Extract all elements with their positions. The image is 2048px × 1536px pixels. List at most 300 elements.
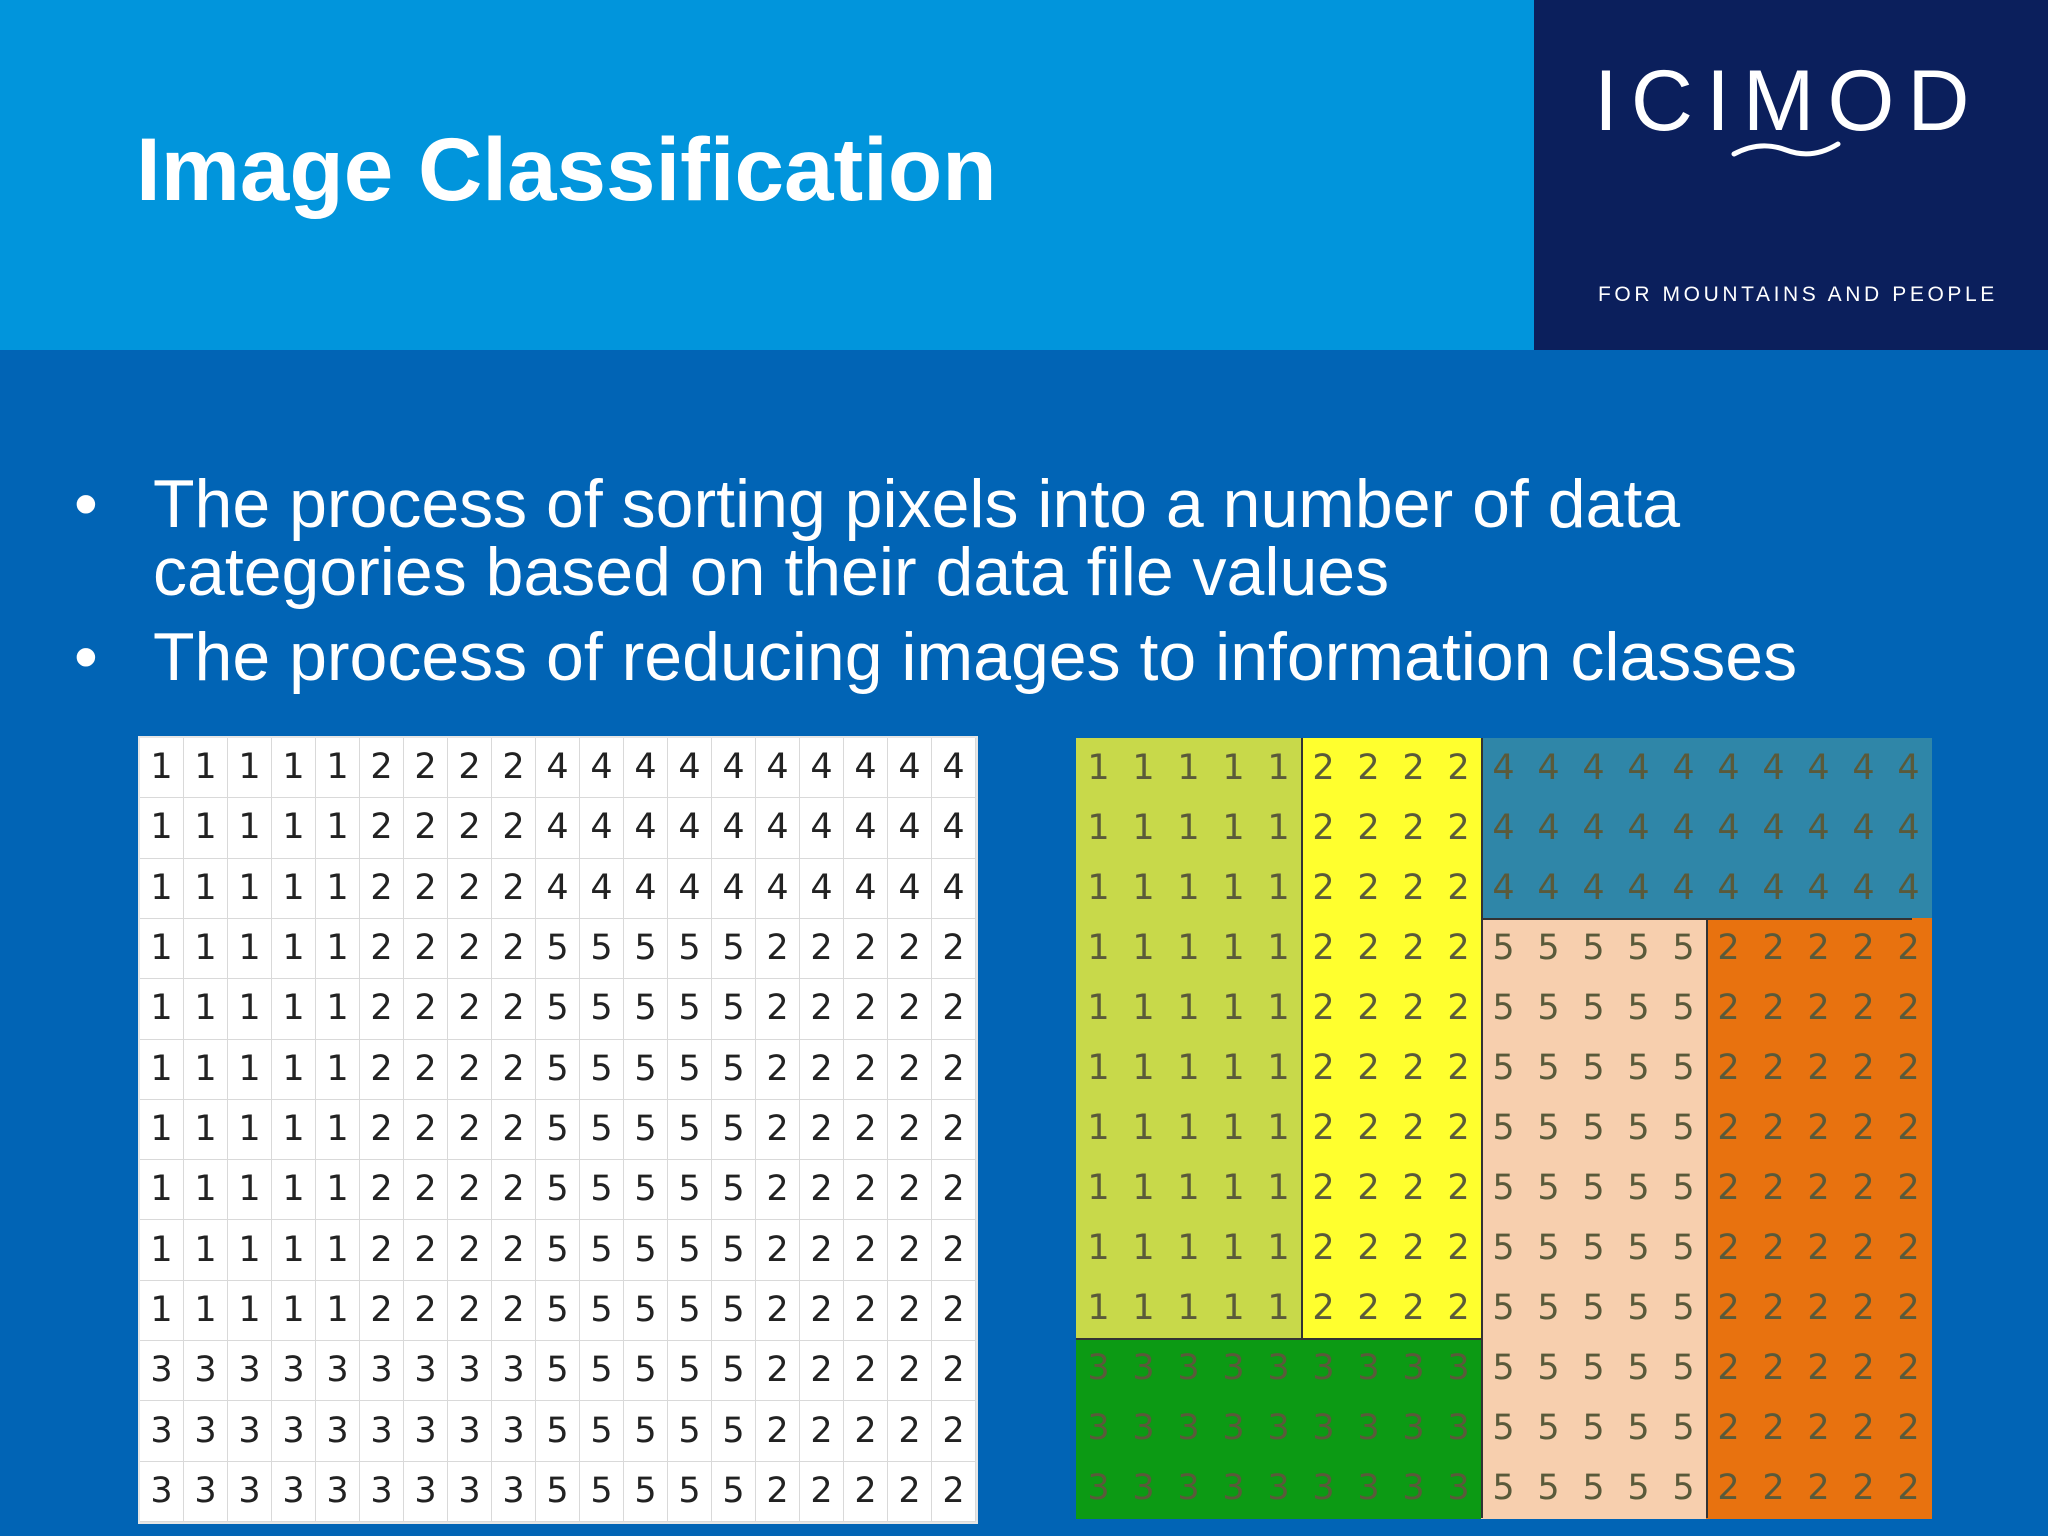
pixel-cell: 2 <box>1357 1107 1380 1148</box>
pixel-cell: 2 <box>844 919 888 979</box>
class-boundary <box>1481 738 1483 1518</box>
pixel-cell: 2 <box>1762 1047 1785 1088</box>
pixel-cell: 2 <box>800 1281 844 1341</box>
pixel-cell: 2 <box>404 1040 448 1100</box>
pixel-cell: 5 <box>1582 987 1605 1028</box>
pixel-cell: 5 <box>580 1160 624 1220</box>
pixel-cell: 2 <box>1897 1167 1920 1208</box>
pixel-cell: 2 <box>1762 927 1785 968</box>
pixel-cell: 2 <box>492 798 536 858</box>
pixel-cell: 3 <box>1402 1347 1425 1388</box>
pixel-cell: 2 <box>932 1040 976 1100</box>
bullet-marker: • <box>74 466 98 542</box>
pixel-cell: 5 <box>712 1341 756 1401</box>
pixel-cell: 5 <box>1672 1047 1695 1088</box>
pixel-cell: 3 <box>1177 1467 1200 1508</box>
pixel-cell: 2 <box>1897 1107 1920 1148</box>
pixel-cell: 4 <box>1717 867 1740 908</box>
pixel-cell: 2 <box>1852 927 1875 968</box>
pixel-cell: 2 <box>404 919 448 979</box>
pixel-cell: 2 <box>492 1220 536 1280</box>
pixel-cell: 4 <box>580 738 624 798</box>
pixel-cell: 1 <box>1222 807 1245 848</box>
pixel-cell: 1 <box>1132 807 1155 848</box>
pixel-cell: 5 <box>1627 1347 1650 1388</box>
pixel-cell: 3 <box>272 1462 316 1522</box>
pixel-cell: 1 <box>1222 1107 1245 1148</box>
pixel-cell: 1 <box>184 738 228 798</box>
pixel-cell: 5 <box>1672 1287 1695 1328</box>
pixel-cell: 3 <box>1357 1347 1380 1388</box>
pixel-cell: 3 <box>272 1401 316 1461</box>
pixel-cell: 3 <box>492 1341 536 1401</box>
pixel-cell: 3 <box>1312 1407 1335 1448</box>
pixel-cell: 1 <box>1087 1227 1110 1268</box>
pixel-cell: 5 <box>624 1160 668 1220</box>
wave-icon <box>1730 134 1842 164</box>
pixel-cell: 2 <box>844 1341 888 1401</box>
pixel-cell: 2 <box>1897 927 1920 968</box>
pixel-cell: 2 <box>932 1462 976 1522</box>
pixel-cell: 4 <box>888 738 932 798</box>
pixel-cell: 4 <box>1897 867 1920 908</box>
pixel-cell: 2 <box>1807 1407 1830 1448</box>
pixel-cell: 5 <box>536 1401 580 1461</box>
pixel-cell: 2 <box>888 1160 932 1220</box>
pixel-cell: 2 <box>756 979 800 1039</box>
pixel-cell: 5 <box>536 1100 580 1160</box>
pixel-cell: 5 <box>580 1040 624 1100</box>
pixel-cell: 3 <box>448 1401 492 1461</box>
pixel-cell: 2 <box>404 979 448 1039</box>
pixel-cell: 4 <box>800 738 844 798</box>
pixel-cell: 2 <box>404 738 448 798</box>
pixel-cell: 5 <box>536 919 580 979</box>
pixel-cell: 2 <box>1897 1227 1920 1268</box>
pixel-cell: 5 <box>624 979 668 1039</box>
pixel-cell: 1 <box>1177 1167 1200 1208</box>
pixel-cell: 5 <box>580 1281 624 1341</box>
pixel-cell: 1 <box>316 859 360 919</box>
pixel-cell: 1 <box>184 919 228 979</box>
pixel-cell: 1 <box>184 1160 228 1220</box>
pixel-cell: 1 <box>316 979 360 1039</box>
pixel-cell: 3 <box>316 1401 360 1461</box>
pixel-cell: 4 <box>844 798 888 858</box>
pixel-cell: 2 <box>1807 1107 1830 1148</box>
pixel-cell: 4 <box>888 798 932 858</box>
pixel-cell: 3 <box>404 1462 448 1522</box>
pixel-cell: 2 <box>1807 1287 1830 1328</box>
pixel-cell: 2 <box>932 1281 976 1341</box>
pixel-cell: 2 <box>1852 1467 1875 1508</box>
pixel-cell: 3 <box>404 1341 448 1401</box>
pixel-cell: 5 <box>668 1341 712 1401</box>
pixel-cell: 3 <box>1402 1407 1425 1448</box>
pixel-cell: 1 <box>140 1100 184 1160</box>
pixel-cell: 5 <box>1627 1047 1650 1088</box>
pixel-cell: 2 <box>756 1281 800 1341</box>
slide-title: Image Classification <box>136 119 997 219</box>
pixel-cell: 1 <box>316 1100 360 1160</box>
pixel-cell: 4 <box>1627 867 1650 908</box>
pixel-cell: 5 <box>1582 1347 1605 1388</box>
pixel-cell: 1 <box>228 979 272 1039</box>
logo-tagline: FOR MOUNTAINS AND PEOPLE <box>1598 283 1998 306</box>
pixel-cell: 1 <box>228 738 272 798</box>
pixel-cell: 2 <box>756 1401 800 1461</box>
pixel-cell: 1 <box>1177 1227 1200 1268</box>
pixel-cell: 5 <box>668 919 712 979</box>
pixel-cell: 5 <box>668 979 712 1039</box>
pixel-cell: 2 <box>1357 1167 1380 1208</box>
class-boundary <box>1706 918 1708 1518</box>
pixel-cell: 2 <box>1312 747 1335 788</box>
pixel-cell: 2 <box>448 1220 492 1280</box>
pixel-cell: 1 <box>1087 1107 1110 1148</box>
pixel-cell: 5 <box>536 1220 580 1280</box>
pixel-cell: 5 <box>1672 1347 1695 1388</box>
pixel-cell: 2 <box>1852 987 1875 1028</box>
pixel-cell: 4 <box>580 859 624 919</box>
pixel-cell: 2 <box>360 1160 404 1220</box>
pixel-cell: 5 <box>668 1100 712 1160</box>
pixel-cell: 2 <box>888 1220 932 1280</box>
pixel-cell: 2 <box>360 1220 404 1280</box>
pixel-cell: 4 <box>536 859 580 919</box>
pixel-cell: 4 <box>1582 807 1605 848</box>
pixel-cell: 3 <box>1357 1467 1380 1508</box>
pixel-cell: 1 <box>1177 1107 1200 1148</box>
pixel-cell: 4 <box>844 859 888 919</box>
classified-pixel-grid <box>1076 738 1920 1518</box>
pixel-cell: 4 <box>1582 747 1605 788</box>
pixel-cell: 1 <box>1222 927 1245 968</box>
pixel-cell: 4 <box>1762 867 1785 908</box>
pixel-cell: 2 <box>1717 1227 1740 1268</box>
pixel-cell: 2 <box>1402 927 1425 968</box>
pixel-cell: 3 <box>316 1341 360 1401</box>
pixel-cell: 3 <box>1087 1467 1110 1508</box>
pixel-cell: 5 <box>580 1462 624 1522</box>
pixel-cell: 2 <box>1852 1287 1875 1328</box>
pixel-cell: 1 <box>1132 1227 1155 1268</box>
pixel-cell: 4 <box>1807 807 1830 848</box>
pixel-cell: 2 <box>888 1281 932 1341</box>
pixel-cell: 3 <box>492 1401 536 1461</box>
pixel-cell: 2 <box>1447 1047 1470 1088</box>
pixel-cell: 2 <box>932 1100 976 1160</box>
pixel-cell: 4 <box>1492 807 1515 848</box>
pixel-cell: 5 <box>712 919 756 979</box>
pixel-cell: 2 <box>1717 1287 1740 1328</box>
pixel-cell: 2 <box>1852 1347 1875 1388</box>
pixel-cell: 3 <box>184 1401 228 1461</box>
pixel-cell: 5 <box>1537 1047 1560 1088</box>
pixel-cell: 2 <box>1447 867 1470 908</box>
pixel-cell: 1 <box>1087 1047 1110 1088</box>
pixel-cell: 2 <box>844 1401 888 1461</box>
pixel-cell: 1 <box>1132 867 1155 908</box>
pixel-cell: 1 <box>316 1220 360 1280</box>
pixel-cell: 4 <box>668 738 712 798</box>
pixel-cell: 1 <box>1087 1287 1110 1328</box>
pixel-cell: 3 <box>1132 1467 1155 1508</box>
pixel-cell: 5 <box>1672 1227 1695 1268</box>
pixel-cell: 5 <box>580 1100 624 1160</box>
pixel-cell: 5 <box>712 1220 756 1280</box>
pixel-cell: 5 <box>1672 1407 1695 1448</box>
pixel-cell: 1 <box>140 1160 184 1220</box>
pixel-cell: 2 <box>756 1462 800 1522</box>
pixel-cell: 3 <box>1087 1347 1110 1388</box>
pixel-cell: 5 <box>668 1220 712 1280</box>
pixel-cell: 3 <box>184 1341 228 1401</box>
pixel-cell: 4 <box>624 738 668 798</box>
pixel-cell: 2 <box>1402 1287 1425 1328</box>
pixel-cell: 2 <box>1762 1407 1785 1448</box>
pixel-cell: 2 <box>404 1281 448 1341</box>
pixel-cell: 4 <box>1537 807 1560 848</box>
pixel-cell: 5 <box>536 979 580 1039</box>
pixel-cell: 4 <box>536 738 580 798</box>
pixel-cell: 1 <box>184 1281 228 1341</box>
pixel-cell: 5 <box>624 1281 668 1341</box>
pixel-cell: 5 <box>712 1160 756 1220</box>
pixel-cell: 2 <box>1852 1107 1875 1148</box>
pixel-cell: 2 <box>1447 927 1470 968</box>
pixel-cell: 1 <box>228 1281 272 1341</box>
pixel-cell: 4 <box>756 798 800 858</box>
pixel-cell: 2 <box>1312 987 1335 1028</box>
pixel-cell: 5 <box>1492 987 1515 1028</box>
pixel-cell: 2 <box>1402 987 1425 1028</box>
pixel-cell: 1 <box>1177 807 1200 848</box>
pixel-cell: 5 <box>1537 1347 1560 1388</box>
pixel-cell: 2 <box>1447 1287 1470 1328</box>
pixel-cell: 5 <box>1627 927 1650 968</box>
pixel-cell: 5 <box>580 979 624 1039</box>
pixel-cell: 5 <box>1537 1227 1560 1268</box>
pixel-cell: 2 <box>1717 927 1740 968</box>
pixel-cell: 5 <box>1492 1407 1515 1448</box>
pixel-cell: 2 <box>800 1341 844 1401</box>
pixel-cell: 1 <box>228 1100 272 1160</box>
pixel-cell: 2 <box>1897 987 1920 1028</box>
pixel-cell: 1 <box>1177 1047 1200 1088</box>
pixel-cell: 5 <box>536 1160 580 1220</box>
pixel-cell: 4 <box>668 798 712 858</box>
pixel-cell: 5 <box>1582 1047 1605 1088</box>
pixel-cell: 5 <box>1627 1227 1650 1268</box>
pixel-cell: 2 <box>800 1100 844 1160</box>
pixel-cell: 5 <box>1537 927 1560 968</box>
pixel-cell: 2 <box>756 1100 800 1160</box>
pixel-cell: 2 <box>1762 1347 1785 1388</box>
pixel-cell: 2 <box>1762 1227 1785 1268</box>
pixel-cell: 2 <box>888 1401 932 1461</box>
pixel-cell: 4 <box>1537 747 1560 788</box>
pixel-cell: 1 <box>1177 747 1200 788</box>
pixel-cell: 1 <box>228 1040 272 1100</box>
pixel-cell: 5 <box>536 1462 580 1522</box>
pixel-cell: 3 <box>1447 1347 1470 1388</box>
pixel-cell: 1 <box>272 1281 316 1341</box>
pixel-cell: 1 <box>1087 1167 1110 1208</box>
pixel-cell: 2 <box>1447 807 1470 848</box>
pixel-cell: 4 <box>624 859 668 919</box>
icimod-logo: ICIMOD <box>1594 53 1983 149</box>
pixel-cell: 5 <box>1582 927 1605 968</box>
pixel-cell: 4 <box>1717 747 1740 788</box>
pixel-cell: 2 <box>448 1281 492 1341</box>
pixel-cell: 2 <box>404 1100 448 1160</box>
pixel-cell: 1 <box>1132 1167 1155 1208</box>
pixel-cell: 1 <box>1267 927 1290 968</box>
pixel-cell: 4 <box>1897 807 1920 848</box>
pixel-cell: 2 <box>1762 1467 1785 1508</box>
pixel-cell: 1 <box>140 1281 184 1341</box>
pixel-cell: 4 <box>668 859 712 919</box>
pixel-cell: 2 <box>1852 1407 1875 1448</box>
pixel-cell: 1 <box>1177 1287 1200 1328</box>
pixel-cell: 2 <box>1762 1167 1785 1208</box>
pixel-cell: 1 <box>1222 1047 1245 1088</box>
pixel-cell: 4 <box>712 859 756 919</box>
pixel-cell: 2 <box>492 859 536 919</box>
pixel-cell: 3 <box>1177 1407 1200 1448</box>
pixel-cell: 5 <box>1492 1167 1515 1208</box>
pixel-cell: 2 <box>448 738 492 798</box>
pixel-cell: 5 <box>624 1100 668 1160</box>
pixel-cell: 3 <box>1402 1467 1425 1508</box>
pixel-cell: 2 <box>1852 1047 1875 1088</box>
pixel-cell: 5 <box>1492 1227 1515 1268</box>
pixel-cell: 2 <box>1852 1167 1875 1208</box>
pixel-cell: 1 <box>1132 927 1155 968</box>
pixel-cell: 5 <box>1582 1287 1605 1328</box>
pixel-cell: 2 <box>1807 1347 1830 1388</box>
pixel-cell: 3 <box>1087 1407 1110 1448</box>
pixel-cell: 4 <box>712 738 756 798</box>
pixel-cell: 1 <box>184 979 228 1039</box>
class-boundary <box>1481 918 1912 920</box>
pixel-cell: 2 <box>800 1220 844 1280</box>
pixel-cell: 3 <box>1312 1347 1335 1388</box>
pixel-cell: 1 <box>316 1281 360 1341</box>
pixel-cell: 1 <box>272 979 316 1039</box>
pixel-cell: 2 <box>844 1462 888 1522</box>
pixel-cell: 5 <box>1582 1227 1605 1268</box>
pixel-cell: 3 <box>448 1341 492 1401</box>
pixel-cell: 4 <box>1852 747 1875 788</box>
pixel-cell: 3 <box>360 1462 404 1522</box>
pixel-cell: 1 <box>272 1040 316 1100</box>
pixel-cell: 1 <box>140 919 184 979</box>
pixel-cell: 3 <box>228 1401 272 1461</box>
pixel-cell: 2 <box>844 1100 888 1160</box>
pixel-cell: 4 <box>1492 747 1515 788</box>
pixel-cell: 4 <box>1897 747 1920 788</box>
pixel-cell: 5 <box>580 919 624 979</box>
pixel-cell: 2 <box>1357 1227 1380 1268</box>
pixel-cell: 2 <box>360 859 404 919</box>
pixel-cell: 2 <box>932 1401 976 1461</box>
pixel-cell: 2 <box>360 798 404 858</box>
pixel-cell: 2 <box>1762 1287 1785 1328</box>
pixel-cell: 3 <box>1357 1407 1380 1448</box>
pixel-cell: 3 <box>228 1341 272 1401</box>
pixel-cell: 1 <box>316 738 360 798</box>
pixel-cell: 1 <box>1132 747 1155 788</box>
pixel-cell: 5 <box>624 1341 668 1401</box>
pixel-cell: 4 <box>932 738 976 798</box>
pixel-cell: 5 <box>1582 1407 1605 1448</box>
pixel-cell: 3 <box>140 1462 184 1522</box>
pixel-cell: 2 <box>888 979 932 1039</box>
pixel-cell: 1 <box>1177 987 1200 1028</box>
pixel-cell: 2 <box>448 859 492 919</box>
pixel-cell: 2 <box>492 1100 536 1160</box>
pixel-cell: 1 <box>316 798 360 858</box>
pixel-cell: 5 <box>1672 1167 1695 1208</box>
pixel-cell: 2 <box>888 1040 932 1100</box>
pixel-cell: 1 <box>1267 1167 1290 1208</box>
pixel-cell: 4 <box>800 859 844 919</box>
pixel-cell: 2 <box>1402 747 1425 788</box>
pixel-cell: 2 <box>448 1040 492 1100</box>
pixel-cell: 5 <box>1627 987 1650 1028</box>
pixel-cell: 3 <box>1267 1407 1290 1448</box>
pixel-cell: 2 <box>1357 987 1380 1028</box>
pixel-cell: 5 <box>1627 1467 1650 1508</box>
pixel-cell: 1 <box>228 1220 272 1280</box>
pixel-cell: 5 <box>668 1040 712 1100</box>
pixel-cell: 3 <box>1132 1407 1155 1448</box>
pixel-cell: 4 <box>1672 747 1695 788</box>
pixel-cell: 1 <box>316 1160 360 1220</box>
pixel-cell: 1 <box>140 979 184 1039</box>
pixel-cell: 5 <box>1537 1467 1560 1508</box>
pixel-cell: 2 <box>1312 1167 1335 1208</box>
pixel-cell: 2 <box>492 1040 536 1100</box>
pixel-cell: 4 <box>1852 807 1875 848</box>
pixel-cell: 1 <box>184 859 228 919</box>
pixel-cell: 5 <box>536 1341 580 1401</box>
pixel-cell: 2 <box>756 1341 800 1401</box>
pixel-cell: 4 <box>1807 867 1830 908</box>
pixel-cell: 2 <box>1807 1047 1830 1088</box>
pixel-cell: 2 <box>844 1040 888 1100</box>
pixel-cell: 3 <box>1222 1407 1245 1448</box>
pixel-cell: 2 <box>1717 1467 1740 1508</box>
pixel-cell: 2 <box>1357 927 1380 968</box>
pixel-cell: 2 <box>1312 1107 1335 1148</box>
pixel-cell: 4 <box>1582 867 1605 908</box>
pixel-cell: 3 <box>1447 1467 1470 1508</box>
pixel-cell: 4 <box>1762 807 1785 848</box>
pixel-cell: 3 <box>316 1462 360 1522</box>
pixel-cell: 2 <box>1312 867 1335 908</box>
pixel-cell: 2 <box>1897 1347 1920 1388</box>
pixel-cell: 4 <box>624 798 668 858</box>
bullet-list <box>74 466 1974 708</box>
pixel-cell: 2 <box>360 1100 404 1160</box>
pixel-cell: 1 <box>1087 747 1110 788</box>
pixel-cell: 5 <box>624 1401 668 1461</box>
pixel-cell: 2 <box>1807 1167 1830 1208</box>
pixel-cell: 2 <box>1357 1287 1380 1328</box>
